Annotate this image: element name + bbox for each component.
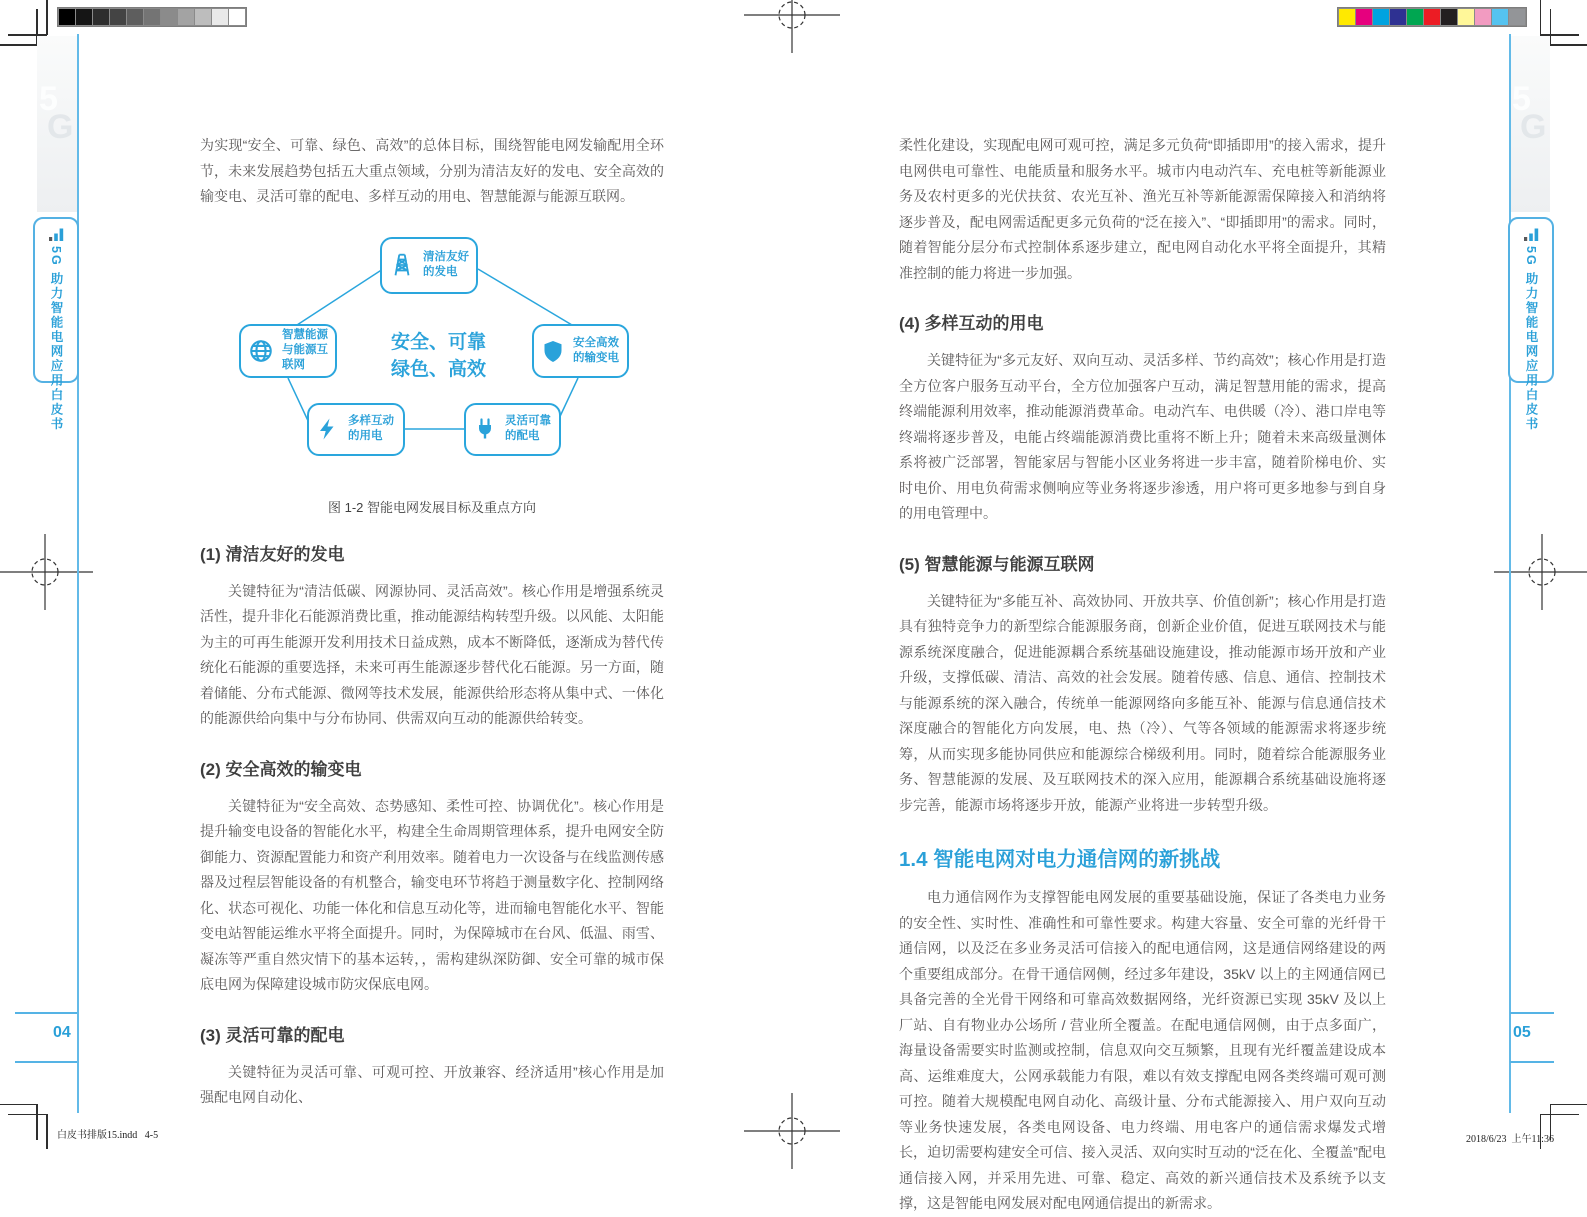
page-number-right: 05 bbox=[1513, 1024, 1531, 1041]
page-edge-rule-right bbox=[1509, 34, 1511, 1113]
calibration-swatch bbox=[229, 9, 245, 25]
figure-node-energy-internet: 智慧能源与能源互联网 bbox=[239, 324, 337, 378]
footer-timestamp: 2018/6/23 上午11:36 bbox=[1466, 1134, 1554, 1145]
section-5 bbox=[899, 553, 1386, 819]
calibration-swatch bbox=[1373, 9, 1389, 25]
left-page-column bbox=[200, 133, 664, 1111]
section-body: 关键特征为“多能互补、高效协同、开放共享、价值创新”；核心作用是打造具有独特竞争力的新型综合能源服务商，创新企业价值，促进互联网技术与能源系统深度融合，促进能源耦合系统基础设施建设，推动能源市场开放和产业升级，支撑低碳、清洁、高效的社会发展。随着传感、信息、通信、控制技术与能源系统的深入融合，传统单一能源网络向多能互补、能源与信息通信技术深度融合的智能化方向发展，电、热（冷）、气等各领域的能源需求将逐步统筹，从而实现多能协同供应和能源综合梯级利用。同时，随着综合能源服务业务、智慧能源的发展、及互联网技术的深入应用，能源耦合系统基础设施将逐步完善，能源市场将逐步开放，能源产业将进一步转型升级。 bbox=[899, 592, 1386, 813]
page-number-rule bbox=[1510, 1061, 1554, 1063]
watermark-5: 5 bbox=[39, 80, 58, 118]
calibration-swatch bbox=[144, 9, 160, 25]
section-heading: (4) 多样互动的用电 bbox=[899, 314, 1044, 333]
calibration-swatch bbox=[1509, 9, 1525, 25]
calibration-swatch bbox=[1356, 9, 1372, 25]
section-body: 关键特征为灵活可靠、可观可控、开放兼容、经济适用”核心作用是加强配电网自动化、 bbox=[200, 1063, 664, 1105]
section-4 bbox=[899, 312, 1386, 527]
section-heading: (1) 清洁友好的发电 bbox=[200, 544, 345, 564]
plug-icon bbox=[473, 417, 497, 441]
watermark-box-left bbox=[37, 36, 77, 212]
sidebar-tab-right bbox=[1508, 217, 1554, 432]
calibration-swatch bbox=[1390, 9, 1406, 25]
color-calibration-strip bbox=[1337, 7, 1527, 27]
calibration-swatch bbox=[195, 9, 211, 25]
figure-node-transmission: 安全高效的输变电 bbox=[532, 324, 629, 378]
page-edge-rule-left bbox=[77, 34, 79, 1113]
section-body: 关键特征为“清洁低碳、网源协同、灵活高效”。核心作用是增强系统灵活性，提升非化石能源消费比重，推动能源结构转型升级。以风能、太阳能为主的可再生能源开发利用技术日益成熟，成本不断降低，逐渐成为替代传统化石能源的重要选择，未来可再生能源逐步替代化石能源。另一方面，随着储能、分布式能源、微网等技术发展，能源供给形态将从集中式、一体化的能源供给向集中与分布协同、供需双向互动的能源供给转变。 bbox=[200, 582, 664, 726]
sidebar-tab-label: 5G 助力智能电网应用白皮书 bbox=[49, 246, 63, 432]
grayscale-calibration-strip bbox=[57, 7, 247, 27]
page-number-rule bbox=[15, 1012, 77, 1014]
registration-mark bbox=[1494, 534, 1587, 610]
calibration-swatch bbox=[1475, 9, 1491, 25]
watermark-5: 5 bbox=[1512, 80, 1531, 118]
calibration-swatch bbox=[76, 9, 92, 25]
calibration-swatch bbox=[127, 9, 143, 25]
smart-grid-goals-diagram bbox=[200, 233, 664, 483]
sidebar-tab-left bbox=[33, 217, 79, 432]
calibration-swatch bbox=[1339, 9, 1355, 25]
section-3 bbox=[200, 1024, 664, 1111]
registration-mark bbox=[0, 534, 93, 610]
section-heading: (2) 安全高效的输变电 bbox=[200, 759, 362, 779]
calibration-swatch bbox=[93, 9, 109, 25]
section-1-4 bbox=[899, 846, 1386, 1217]
figure-node-consumption: 多样互动的用电 bbox=[307, 403, 405, 456]
registration-mark bbox=[744, 0, 840, 53]
section-body: 关键特征为“安全高效、态势感知、柔性可控、协调优化”。核心作用是提升输变电设备的智能化水平，构建全生命周期管理体系，提升电网安全防御能力、资源配置能力和资产利用效率。随着电力一次设备与在线监测传感器及过程层智能设备的有机整合，输变电环节将趋于测量数字化、控制网络化、状态可视化、功能一体化和信息互动化等，进而输电智能化水平、智能变电站智能运维水平将全面提升。同时，为保障城市在台风、低温、雨雪、凝冻等严重自然灾情下的基本运转，，需构建纵深防御、安全可靠的城市保底电网为保障建设城市防灾保底电网。 bbox=[200, 797, 664, 992]
intro-paragraph: 为实现“安全、可靠、绿色、高效”的总体目标，围绕智能电网发输配用全环节，未来发展趋势包括五大重点领域，分别为清洁友好的发电、安全高效的输变电、灵活可靠的配电、多样互动的用电、智慧能源与能源互联网。 bbox=[200, 137, 664, 204]
shield-icon bbox=[541, 339, 565, 363]
lightning-icon bbox=[316, 417, 340, 441]
watermark-G: G bbox=[47, 108, 74, 146]
calibration-swatch bbox=[1407, 9, 1423, 25]
power-tower-icon bbox=[389, 252, 415, 278]
watermark-box-right bbox=[1510, 36, 1550, 212]
signal-bars-icon bbox=[1524, 228, 1539, 241]
registration-mark bbox=[744, 1093, 840, 1169]
section-heading: (5) 智慧能源与能源互联网 bbox=[899, 554, 1095, 574]
watermark-G: G bbox=[1520, 108, 1547, 146]
calibration-swatch bbox=[1458, 9, 1474, 25]
calibration-swatch bbox=[1424, 9, 1440, 25]
calibration-swatch bbox=[59, 9, 75, 25]
section-heading: (3) 灵活可靠的配电 bbox=[200, 1025, 345, 1045]
calibration-swatch bbox=[110, 9, 126, 25]
signal-bars-icon bbox=[49, 228, 64, 241]
sidebar-tab-label: 5G 助力智能电网应用白皮书 bbox=[1524, 246, 1538, 432]
page-number-left: 04 bbox=[53, 1024, 71, 1041]
continuation-paragraph: 柔性化建设，实现配电网可观可控，满足多元负荷“即插即用”的接入需求，提升电网供电可靠性、电能质量和服务水平。城市内电动汽车、充电桩等新能源业务及农村更多的光伏扶贫、农光互补、渔光互补等新能源需保障接入和消纳将逐步普及，配电网需适配更多元负荷的“泛在接入”、“即插即用”的需求。同时，随着智能分层分布式控制体系逐步建立，配电网自动化水平将全面提升，其精准控制的能力将进一步加强。 bbox=[899, 137, 1386, 281]
section-body: 关键特征为“多元友好、双向互动、灵活多样、节约高效”；核心作用是打造全方位客户服务互动平台，全方位加强客户互动，满足智慧用能的需求，提高终端能源利用效率，推动能源消费革命。电动汽车、电供暖（冷）、港口岸电等终端将逐步普及，电能占终端能源消费比重将不断上升；随着未来高级量测体系将被广泛部署，智能家居与智能小区业务将进一步丰富，随着阶梯电价、实时电价、用电负荷需求侧响应等业务将逐步渗透，用户将可更多地参与到自身的用电管理中。 bbox=[899, 352, 1386, 521]
calibration-swatch bbox=[178, 9, 194, 25]
figure-node-generation: 清洁友好的发电 bbox=[380, 237, 478, 294]
page-number-rule bbox=[15, 1061, 77, 1063]
figure-center-text: 安全、可靠 绿色、高效 bbox=[390, 331, 486, 380]
calibration-swatch bbox=[1441, 9, 1457, 25]
section-1 bbox=[200, 543, 664, 732]
right-page-column bbox=[899, 133, 1386, 1217]
section-1-4-heading: 1.4 智能电网对电力通信网的新挑战 bbox=[899, 848, 1221, 871]
figure-caption: 图 1-2 智能电网发展目标及重点方向 bbox=[327, 499, 536, 515]
globe-icon bbox=[248, 338, 274, 364]
section-2 bbox=[200, 758, 664, 998]
section-1-4-body: 电力通信网作为支撑智能电网发展的重要基础设施，保证了各类电力业务的安全性、实时性、准确性和可靠性要求。构建大容量、安全可靠的光纤骨干通信网，以及泛在多业务灵活可信接入的配电通信网，这是通信网络建设的两个重要组成部分。在骨干通信网侧，经过多年建设，35kV 以上的主网通信网已具备完善的全光骨干网络和可靠高效数据网络，光纤资源已实现 35kV 及以上厂站、自有物业办公场所 / 营业所全覆盖。在配电通信网侧，由于点多面广，海量设备需要实时监测或控制，信息双向交互频繁，且现有光纤覆盖建设成本高、运维难度大，公网承载能力有限，难以有效支撑配电网各类终端可观可测可控。随着大规模配电网自动化、高级计量、分布式能源接入、用户双向互动等业务快速发展，各类电网设备、电力终端、用电客户的通信需求爆发式增长，迫切需要构建安全可信、接入灵活、双向实时互动的“泛在化、全覆盖”配电通信接入网，并采用先进、可靠、稳定、高效的新兴通信技术及系统予以支撑，这是智能电网发展对配电网通信提出的新需求。 bbox=[899, 889, 1386, 1211]
calibration-swatch bbox=[1492, 9, 1508, 25]
page-number-rule bbox=[1510, 1012, 1554, 1014]
footer-filename: 白皮书排版15.indd 4-5 bbox=[57, 1130, 159, 1141]
figure-node-distribution: 灵活可靠的配电 bbox=[464, 403, 561, 456]
calibration-swatch bbox=[161, 9, 177, 25]
calibration-swatch bbox=[212, 9, 228, 25]
